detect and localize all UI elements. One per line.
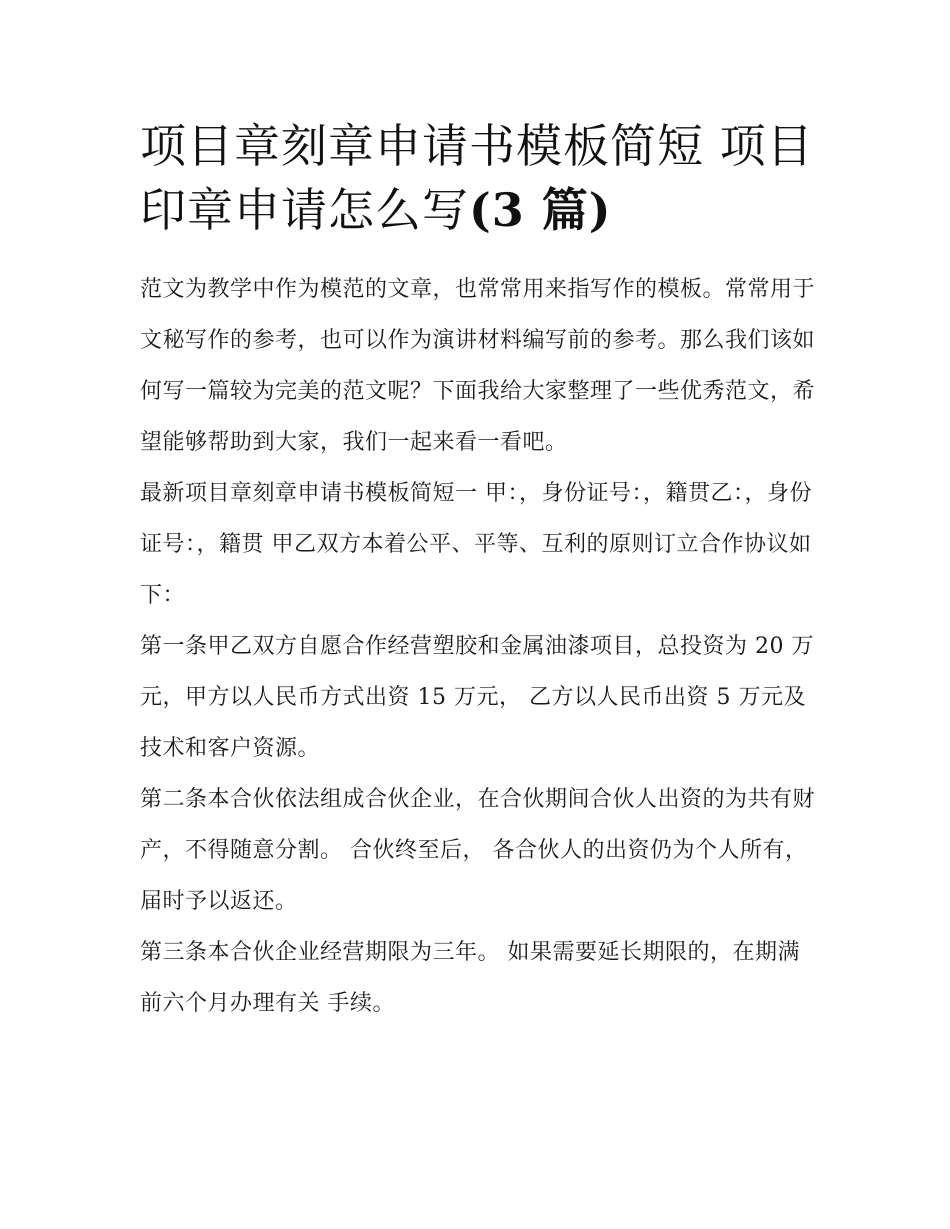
document-content bbox=[140, 114, 820, 1029]
paragraph-parties: 最新项目章刻章申请书模板简短一 甲：，身份证号：，籍贯乙：，身份证号：，籍贯 甲乙双方本着公平、平等、互利的原则订立合作协议如下： bbox=[140, 481, 812, 608]
document-title bbox=[140, 114, 820, 242]
paragraph-article-2: 第二条本合伙依法组成合伙企业，在合伙期间合伙人出资的为共有财产，不得随意分割。 合伙终至后， 各合伙人的出资仍为个人所有，届时予以返还。 bbox=[140, 787, 816, 914]
paragraph-article-3: 第三条本合伙企业经营期限为三年。 如果需要延长期限的，在期满前六个月办理有关 手续。 bbox=[140, 940, 800, 1016]
paragraph-intro: 范文为教学中作为模范的文章，也常常用来指写作的模板。常常用于文秘写作的参考，也可以作为演讲材料编写前的参考。那么我们该如何写一篇较为完美的范文呢？下面我给大家整理了一些优秀范文，希望能够帮助到大家，我们一起来看一看吧。 bbox=[140, 277, 816, 455]
title-count: (3 篇) bbox=[469, 183, 612, 237]
title-main: 项目章刻章申请书模板简短 项目印章申请怎么写 bbox=[140, 119, 814, 237]
document-body bbox=[140, 264, 820, 1029]
paragraph-article-1: 第一条甲乙双方自愿合作经营塑胶和金属油漆项目，总投资为 20 万元，甲方以人民币方式出资 15 万元， 乙方以人民币出资 5 万元及技术和客户资源。 bbox=[140, 634, 814, 761]
